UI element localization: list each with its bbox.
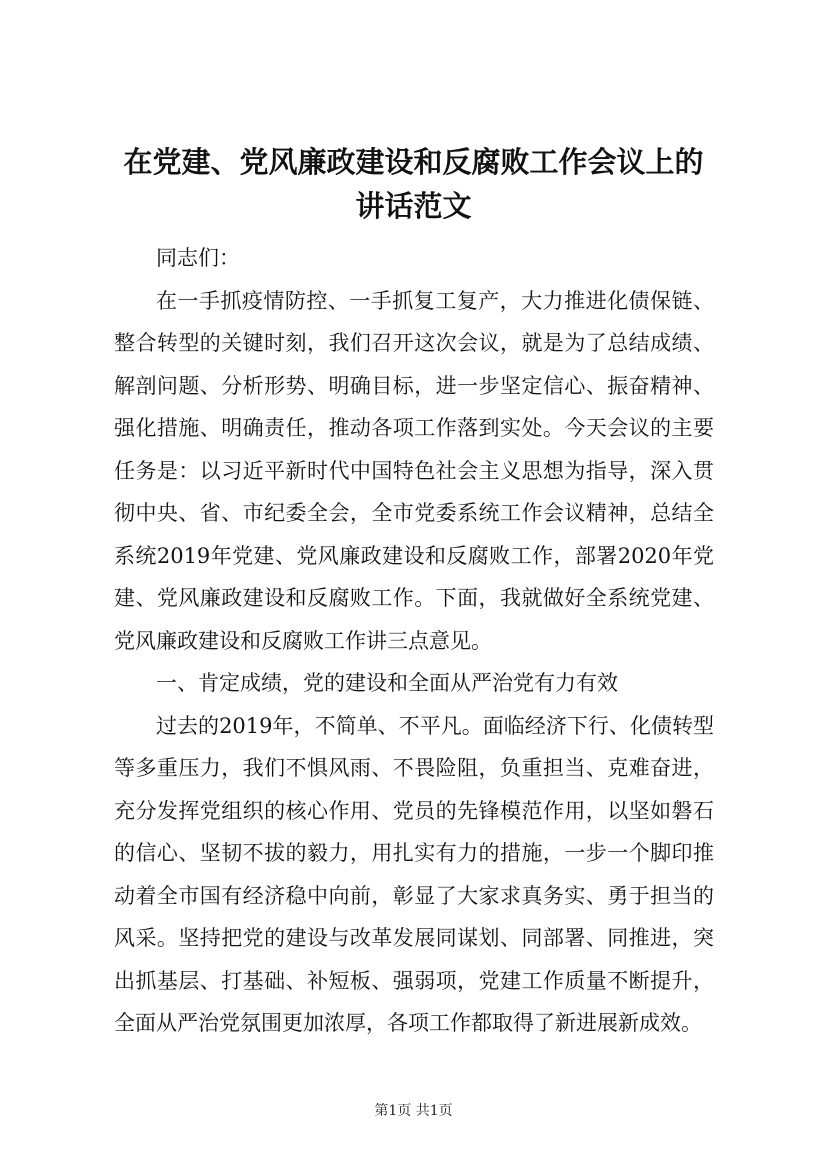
- salutation: 同志们：: [156, 246, 240, 270]
- body-paragraph: 过去的2019年，不简单、不平凡。面临经济下行、化债转型等多重压力，我们不惧风雨、不畏险阻，负重担当、克难奋进，充分发挥党组织的核心作用、党员的先锋模范作用，以坚如磐石的信心、坚韧不拔的毅力，用扎实有力的措施，一步一个脚印推动着全市国有经济稳中向前，彰显了大家求真务实、勇于担当的风采。坚持把党的建设与改革发展同谋划、同部署、同推进，突出抓基层、打基础、补短板、强弱项，党建工作质量不断提升，全面从严治党氛围更加浓厚，各项工作都取得了新进展新成效。: [114, 713, 714, 1035]
- title-line-1: 在党建、党风廉政建设和反腐败工作会议上的: [123, 145, 704, 179]
- section-heading: 一、肯定成绩，党的建设和全面从严治党有力有效: [156, 671, 618, 695]
- page-footer: 第1页 共1页: [374, 1103, 453, 1119]
- title-line-2: 讲话范文: [355, 189, 472, 223]
- document-body: [114, 237, 714, 1045]
- intro-paragraph: 在一手抓疫情防控、一手抓复工复产，大力推进化债保链、整合转型的关键时刻，我们召开这次会议，就是为了总结成绩、解剖问题、分析形势、明确目标，进一步坚定信心、振奋精神、强化措施、明确责任，推动各项工作落到实处。今天会议的主要任务是：以习近平新时代中国特色社会主义思想为指导，深入贯彻中央、省、市纪委全会，全市党委系统工作会议精神，总结全系统2019年党建、党风廉政建设和反腐败工作，部署2020年党建、党风廉政建设和反腐败工作。下面，我就做好全系统党建、党风廉政建设和反腐败工作讲三点意见。: [114, 288, 714, 653]
- document-title: [100, 140, 727, 228]
